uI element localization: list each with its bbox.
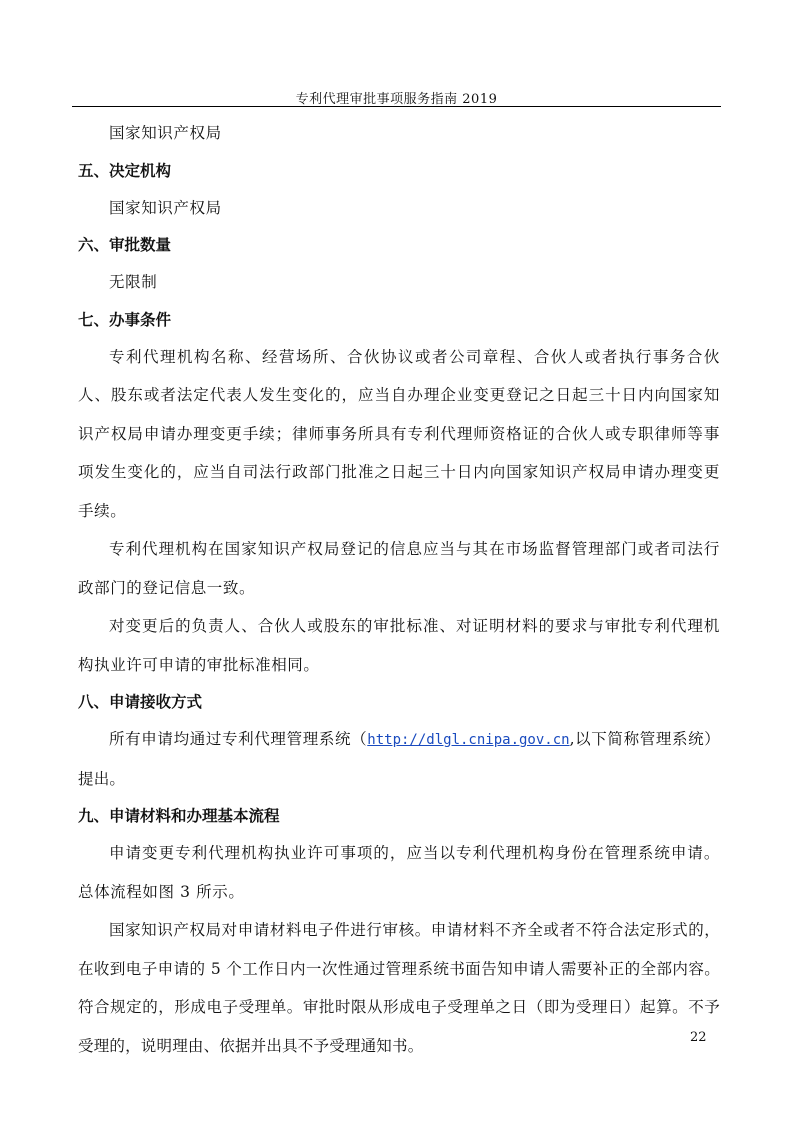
method-text-before: 所有申请均通过专利代理管理系统（ (109, 730, 368, 748)
page-number: 22 (690, 1030, 707, 1045)
paragraph-conditions-3: 对变更后的负责人、合伙人或股东的审批标准、对证明材料的要求与审批专利代理机构执业许可申请的审批标准相同。 (78, 617, 720, 674)
paragraph-decision-body: 国家知识产权局 (109, 198, 222, 217)
running-header: 专利代理审批事项服务指南 2019 (295, 92, 498, 107)
paragraph-quantity: 无限制 (109, 273, 158, 291)
paragraph-authority: 国家知识产权局 (109, 124, 222, 142)
document-body (78, 114, 720, 1065)
section-heading-6: 六、审批数量 (78, 236, 172, 254)
paragraph-application-method (78, 720, 720, 798)
paragraph-conditions-2: 专利代理机构在国家知识产权局登记的信息应当与其在市场监督管理部门或者司法行政部门的登记信息一致。 (78, 540, 720, 597)
section-heading-7: 七、办事条件 (78, 310, 172, 329)
header-rule (72, 106, 721, 107)
method-text-after: ,以下简称管理系统）提出。 (78, 730, 720, 788)
section-heading-5: 五、决定机构 (78, 161, 172, 180)
management-system-link[interactable]: http://dlgl.cnipa.gov.cn (367, 732, 570, 748)
paragraph-conditions-1: 专利代理机构名称、经营场所、合伙协议或者公司章程、合伙人或者执行事务合伙人、股东或者法定代表人发生变化的，应当自办理企业变更登记之日起三十日内向国家知识产权局申请办理变更手续；律师事务所具有专利代理师资格证的合伙人或专职律师等事项发生变化的，应当自司法行政部门批准之日起三十日内向国家知识产权局申请办理变更手续。 (78, 347, 720, 520)
section-heading-9: 九、申请材料和办理基本流程 (78, 807, 280, 825)
paragraph-process-1: 申请变更专利代理机构执业许可事项的，应当以专利代理机构身份在管理系统申请。总体流程如图 3 所示。 (78, 844, 720, 901)
paragraph-process-2: 国家知识产权局对申请材料电子件进行审核。申请材料不齐全或者不符合法定形式的，在收到电子申请的 5 个工作日内一次性通过管理系统书面告知申请人需要补正的全部内容。符合规定的，形成电子受理单。审批时限从形成电子受理单之日（即为受理日）起算。不予受理的，说明理由、依据并出具不予受理通知书。 (78, 921, 720, 1055)
section-heading-8: 八、申请接收方式 (78, 693, 203, 711)
